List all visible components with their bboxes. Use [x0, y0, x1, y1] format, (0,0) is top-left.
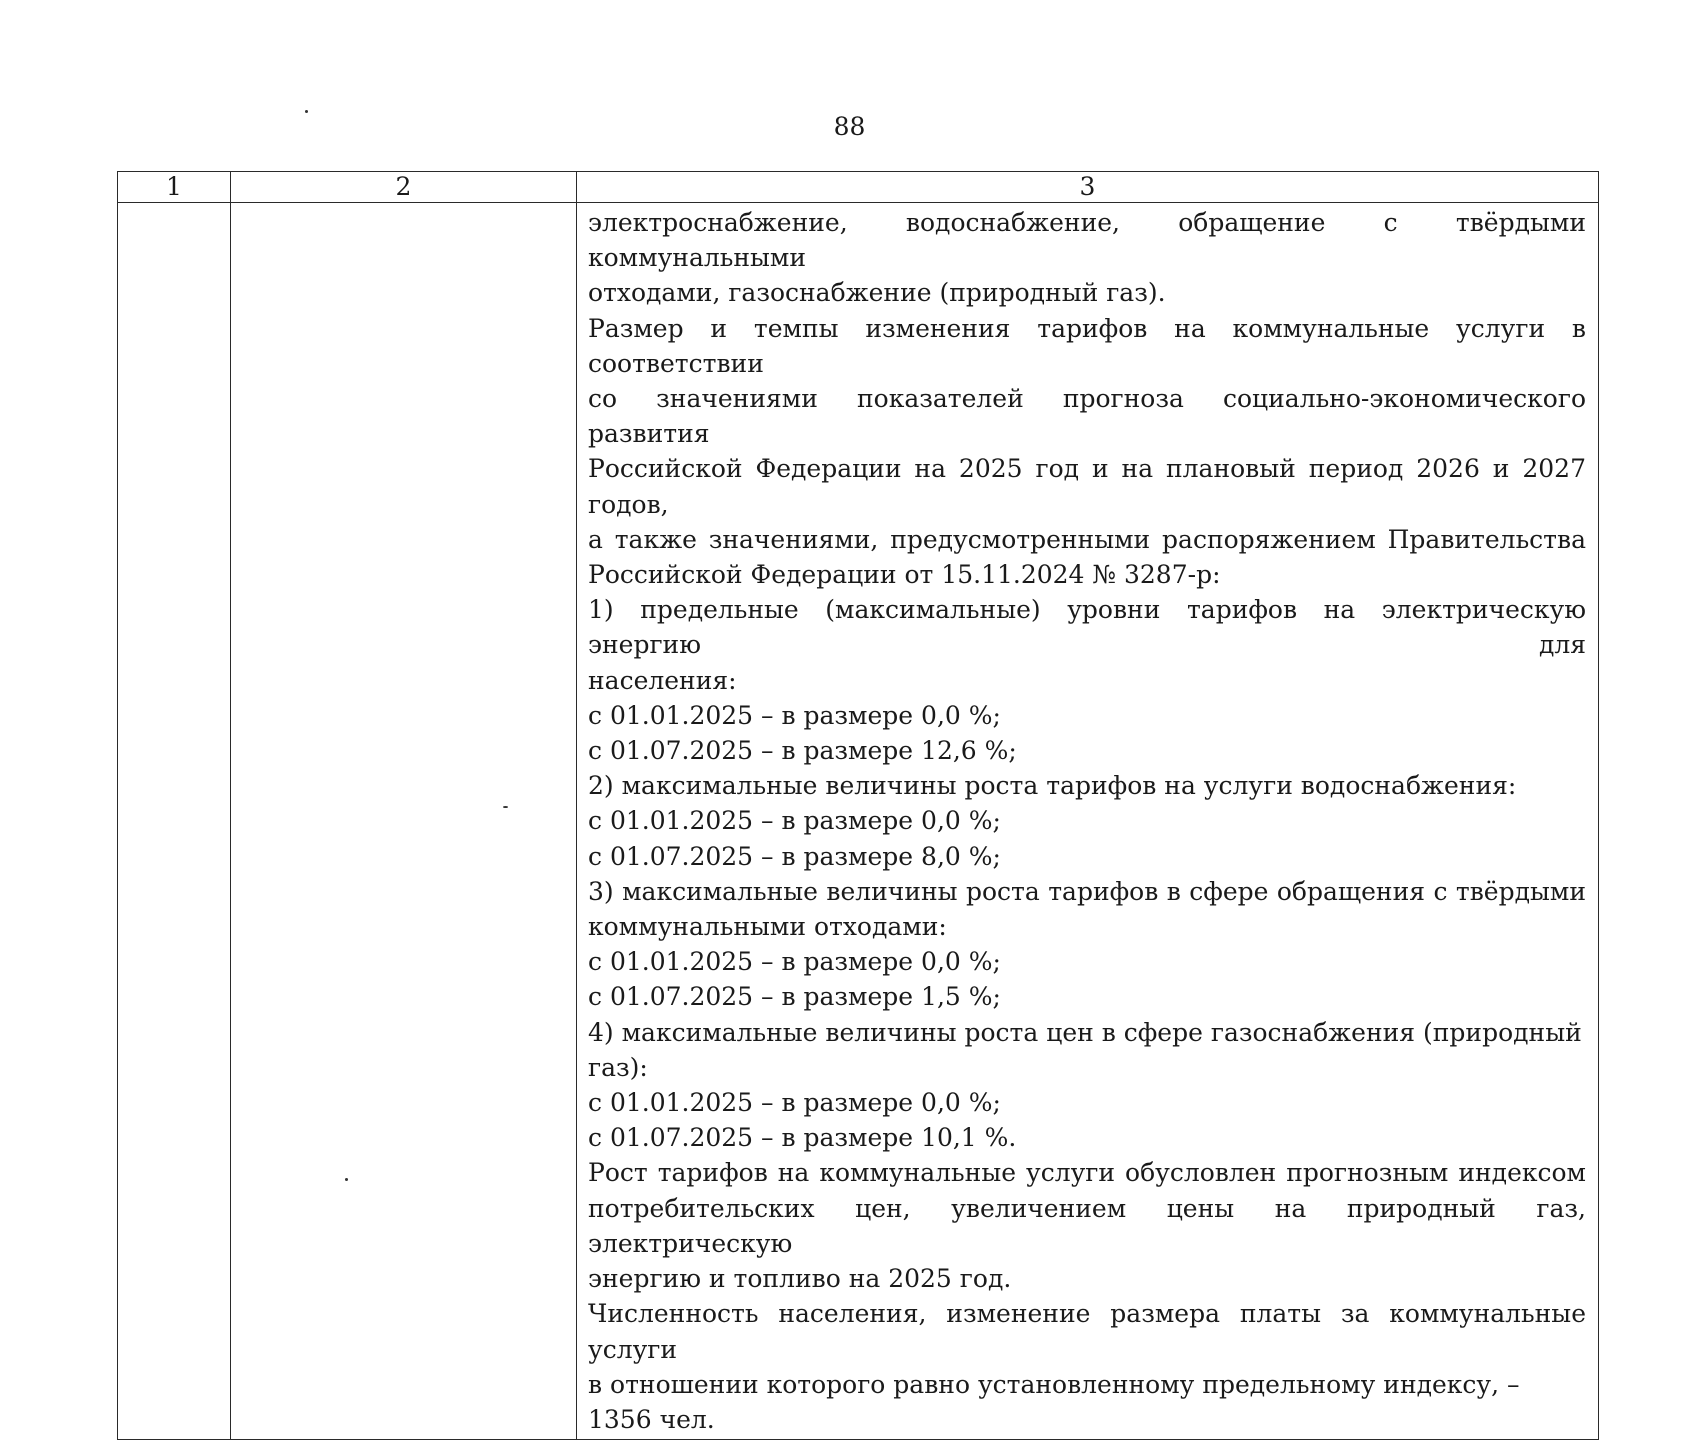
column-header: 3 — [577, 172, 1599, 203]
text-line: Численность населения, изменение размера платы за коммунальные услуги — [588, 1299, 1586, 1364]
text-line: со значениями показателей прогноза социально-экономического развития — [588, 384, 1586, 449]
table-row — [118, 203, 1599, 1440]
text-line: коммунальными отходами: — [588, 912, 947, 942]
table-cell-col2 — [231, 203, 577, 1440]
document-table — [117, 171, 1599, 1440]
text-line: в отношении которого равно установленному предельному индексу, – 1356 чел. — [588, 1369, 1520, 1434]
text-line: электроснабжение, водоснабжение, обращение с твёрдыми коммунальными — [588, 208, 1586, 273]
column-header: 2 — [231, 172, 577, 203]
text-line: с 01.01.2025 – в размере 0,0 %; — [588, 947, 1001, 977]
cell-text — [588, 205, 1586, 1437]
text-line: Российской Федерации на 2025 год и на плановый период 2026 и 2027 годов, — [588, 454, 1586, 519]
table-cell-col1 — [118, 203, 231, 1440]
text-line: потребительских цен, увеличением цены на природный газ, электрическую — [588, 1193, 1586, 1258]
text-line: населения: — [588, 665, 737, 695]
text-line: 1) предельные (максимальные) уровни тарифов на электрическую энергию для — [588, 595, 1586, 660]
text-line: энергию и топливо на 2025 год. — [588, 1264, 1012, 1294]
column-header: 1 — [118, 172, 231, 203]
scan-speck — [305, 110, 308, 113]
text-line: 4) максимальные величины роста цен в сфере газоснабжения (природный газ): — [588, 1017, 1582, 1082]
text-line: Размер и темпы изменения тарифов на коммунальные услуги в соответствии — [588, 313, 1586, 378]
table-cell-col3 — [577, 203, 1599, 1440]
text-line: с 01.07.2025 – в размере 8,0 %; — [588, 841, 1001, 871]
text-line: с 01.01.2025 – в размере 0,0 %; — [588, 806, 1001, 836]
text-line: с 01.01.2025 – в размере 0,0 %; — [588, 1088, 1001, 1118]
text-line: отходами, газоснабжение (природный газ). — [588, 278, 1166, 308]
text-line: а также значениями, предусмотренными распоряжением Правительства — [588, 524, 1586, 554]
text-line: Рост тарифов на коммунальные услуги обусловлен прогнозным индексом — [588, 1158, 1586, 1188]
text-line: с 01.07.2025 – в размере 1,5 %; — [588, 982, 1001, 1012]
text-line: с 01.07.2025 – в размере 10,1 %. — [588, 1123, 1017, 1153]
text-line: с 01.01.2025 – в размере 0,0 %; — [588, 700, 1001, 730]
page-number: 88 — [833, 112, 866, 141]
text-line: с 01.07.2025 – в размере 12,6 %; — [588, 736, 1017, 766]
text-line: 2) максимальные величины роста тарифов на услуги водоснабжения: — [588, 771, 1517, 801]
text-line: Российской Федерации от 15.11.2024 № 3287-р: — [588, 560, 1221, 590]
text-line: 3) максимальные величины роста тарифов в сфере обращения с твёрдыми — [588, 876, 1586, 906]
table-header-row — [118, 172, 1599, 203]
